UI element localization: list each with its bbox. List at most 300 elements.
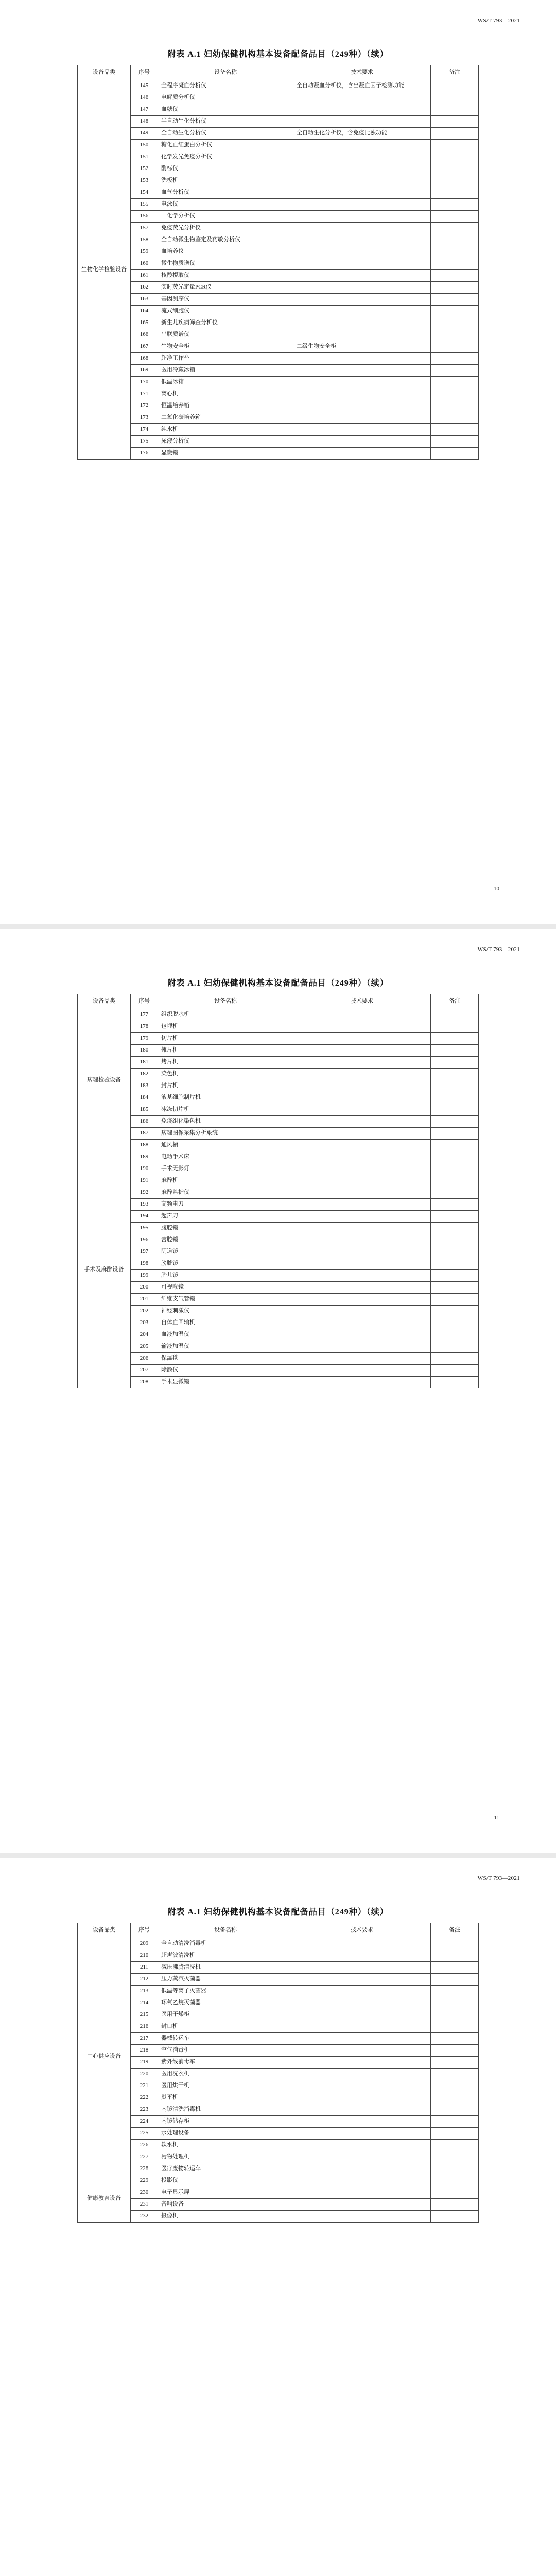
remark-cell bbox=[431, 2175, 479, 2187]
table-row bbox=[78, 1009, 479, 1021]
equipment-name-cell: 压力蒸汽灭菌器 bbox=[158, 1974, 293, 1986]
page-number: 11 bbox=[494, 1815, 499, 1821]
table-row bbox=[78, 1997, 479, 2009]
specification-cell bbox=[293, 448, 431, 460]
remark-cell bbox=[431, 1069, 479, 1080]
table-row bbox=[78, 2116, 479, 2128]
table-row bbox=[78, 1033, 479, 1045]
table-row bbox=[78, 1163, 479, 1175]
remark-cell bbox=[431, 329, 479, 341]
remark-cell bbox=[431, 1033, 479, 1045]
specification-cell bbox=[293, 2116, 431, 2128]
serial-number-cell: 206 bbox=[131, 1353, 158, 1365]
table-row bbox=[78, 270, 479, 282]
equipment-name-cell: 超净工作台 bbox=[158, 353, 293, 365]
table-row bbox=[78, 92, 479, 104]
specification-cell bbox=[293, 1365, 431, 1377]
equipment-name-cell: 生物安全柜 bbox=[158, 341, 293, 353]
serial-number-cell: 203 bbox=[131, 1317, 158, 1329]
specification-cell bbox=[293, 1938, 431, 1950]
table-row bbox=[78, 317, 479, 329]
standard-number: WS/T 793—2021 bbox=[477, 18, 520, 24]
specification-cell: 二级生物安全柜 bbox=[293, 341, 431, 353]
serial-number-cell: 145 bbox=[131, 80, 158, 92]
table-row bbox=[78, 1116, 479, 1128]
specification-cell bbox=[293, 1199, 431, 1211]
table-row bbox=[78, 116, 479, 128]
serial-number-cell: 214 bbox=[131, 1997, 158, 2009]
specification-cell bbox=[293, 2175, 431, 2187]
category-cell: 中心供应设备 bbox=[78, 1938, 131, 2175]
equipment-name-cell: 切片机 bbox=[158, 1033, 293, 1045]
remark-cell bbox=[431, 2199, 479, 2211]
serial-number-cell: 151 bbox=[131, 151, 158, 163]
specification-cell bbox=[293, 436, 431, 448]
table-row bbox=[78, 2140, 479, 2151]
specification-cell bbox=[293, 1033, 431, 1045]
specification-cell bbox=[293, 104, 431, 116]
equipment-name-cell: 投影仪 bbox=[158, 2175, 293, 2187]
serial-number-cell: 181 bbox=[131, 1057, 158, 1069]
specification-cell bbox=[293, 1962, 431, 1974]
serial-number-cell: 157 bbox=[131, 223, 158, 234]
specification-cell bbox=[293, 1128, 431, 1140]
specification-cell bbox=[293, 151, 431, 163]
equipment-name-cell: 医疗废物转运车 bbox=[158, 2163, 293, 2175]
remark-cell bbox=[431, 1175, 479, 1187]
equipment-name-cell: 全自动微生物鉴定及药敏分析仪 bbox=[158, 234, 293, 246]
remark-cell bbox=[431, 1080, 479, 1092]
table-row bbox=[78, 2151, 479, 2163]
equipment-name-cell: 低温冰箱 bbox=[158, 377, 293, 388]
equipment-name-cell: 实时荧光定量PCR仪 bbox=[158, 282, 293, 294]
table-row bbox=[78, 1377, 479, 1388]
remark-cell bbox=[431, 1092, 479, 1104]
table-row bbox=[78, 80, 479, 92]
serial-number-cell: 217 bbox=[131, 2033, 158, 2045]
serial-number-cell: 204 bbox=[131, 1329, 158, 1341]
table-row bbox=[78, 1045, 479, 1057]
specification-cell bbox=[293, 388, 431, 400]
remark-cell bbox=[431, 1997, 479, 2009]
document-page bbox=[0, 929, 556, 1853]
category-cell: 病理检验设备 bbox=[78, 1009, 131, 1151]
equipment-name-cell: 微生物质谱仪 bbox=[158, 258, 293, 270]
specification-cell bbox=[293, 1223, 431, 1234]
specification-cell bbox=[293, 2104, 431, 2116]
table-row bbox=[78, 258, 479, 270]
serial-number-cell: 177 bbox=[131, 1009, 158, 1021]
table-row bbox=[78, 1341, 479, 1353]
serial-number-cell: 165 bbox=[131, 317, 158, 329]
serial-number-cell: 210 bbox=[131, 1950, 158, 1962]
specification-cell bbox=[293, 92, 431, 104]
equipment-name-cell: 医用洗衣机 bbox=[158, 2069, 293, 2080]
serial-number-cell: 152 bbox=[131, 163, 158, 175]
serial-number-cell: 159 bbox=[131, 246, 158, 258]
equipment-name-cell: 通风橱 bbox=[158, 1140, 293, 1151]
specification-cell bbox=[293, 246, 431, 258]
table-row bbox=[78, 2069, 479, 2080]
equipment-name-cell: 减压沸腾清洗机 bbox=[158, 1962, 293, 1974]
table-row bbox=[78, 1938, 479, 1950]
table-row bbox=[78, 1187, 479, 1199]
table-row bbox=[78, 2045, 479, 2057]
equipment-name-cell: 器械转运车 bbox=[158, 2033, 293, 2045]
equipment-name-cell: 免疫组化染色机 bbox=[158, 1116, 293, 1128]
equipment-name-cell: 纤维支气管镜 bbox=[158, 1294, 293, 1306]
remark-cell bbox=[431, 1234, 479, 1246]
equipment-name-cell: 电泳仪 bbox=[158, 199, 293, 211]
table-row bbox=[78, 294, 479, 306]
remark-cell bbox=[431, 1045, 479, 1057]
serial-number-cell: 215 bbox=[131, 2009, 158, 2021]
annex-table-title: 附表 A.1 妇幼保健机构基本设备配备品目（249种）（续） bbox=[167, 979, 389, 988]
remark-cell bbox=[431, 1962, 479, 1974]
equipment-name-cell: 神经刺激仪 bbox=[158, 1306, 293, 1317]
serial-number-cell: 168 bbox=[131, 353, 158, 365]
specification-cell bbox=[293, 1270, 431, 1282]
remark-cell bbox=[431, 2211, 479, 2223]
specification-cell bbox=[293, 1341, 431, 1353]
table-row bbox=[78, 341, 479, 353]
equipment-name-cell: 手术显微镜 bbox=[158, 1377, 293, 1388]
specification-cell bbox=[293, 2069, 431, 2080]
table-row bbox=[78, 2128, 479, 2140]
table-row bbox=[78, 1092, 479, 1104]
remark-cell bbox=[431, 1365, 479, 1377]
equipment-name-cell: 内镜储存柜 bbox=[158, 2116, 293, 2128]
page-number: 10 bbox=[494, 886, 499, 892]
column-header-name: 设备名称 bbox=[158, 65, 293, 80]
specification-cell bbox=[293, 199, 431, 211]
specification-cell bbox=[293, 1069, 431, 1080]
remark-cell bbox=[431, 412, 479, 424]
remark-cell bbox=[431, 2021, 479, 2033]
specification-cell bbox=[293, 1140, 431, 1151]
remark-cell bbox=[431, 223, 479, 234]
table-row bbox=[78, 175, 479, 187]
specification-cell bbox=[293, 1353, 431, 1365]
specification-cell bbox=[293, 211, 431, 223]
table-row bbox=[78, 1258, 479, 1270]
specification-cell bbox=[293, 2045, 431, 2057]
remark-cell bbox=[431, 211, 479, 223]
table-body bbox=[78, 1938, 479, 2223]
equipment-name-cell: 离心机 bbox=[158, 388, 293, 400]
table-header bbox=[78, 994, 479, 1009]
equipment-name-cell: 空气消毒机 bbox=[158, 2045, 293, 2057]
remark-cell bbox=[431, 1104, 479, 1116]
equipment-name-cell: 保温毯 bbox=[158, 1353, 293, 1365]
table-row bbox=[78, 2199, 479, 2211]
equipment-name-cell: 可视喉镜 bbox=[158, 1282, 293, 1294]
remark-cell bbox=[431, 187, 479, 199]
remark-cell bbox=[431, 424, 479, 436]
specification-cell bbox=[293, 1211, 431, 1223]
specification-cell bbox=[293, 1187, 431, 1199]
column-header-cat: 设备品类 bbox=[78, 65, 131, 80]
equipment-name-cell: 血液加温仪 bbox=[158, 1329, 293, 1341]
remark-cell bbox=[431, 1282, 479, 1294]
serial-number-cell: 174 bbox=[131, 424, 158, 436]
specification-cell bbox=[293, 2128, 431, 2140]
table-row bbox=[78, 1069, 479, 1080]
table-row bbox=[78, 424, 479, 436]
equipment-name-cell: 显微镜 bbox=[158, 448, 293, 460]
specification-cell bbox=[293, 306, 431, 317]
specification-cell bbox=[293, 187, 431, 199]
specification-cell bbox=[293, 2163, 431, 2175]
serial-number-cell: 227 bbox=[131, 2151, 158, 2163]
remark-cell bbox=[431, 448, 479, 460]
table-row bbox=[78, 1270, 479, 1282]
specification-cell bbox=[293, 1163, 431, 1175]
equipment-name-cell: 干化学分析仪 bbox=[158, 211, 293, 223]
table-row bbox=[78, 2104, 479, 2116]
specification-cell bbox=[293, 1294, 431, 1306]
specification-cell bbox=[293, 1057, 431, 1069]
serial-number-cell: 224 bbox=[131, 2116, 158, 2128]
specification-cell bbox=[293, 317, 431, 329]
equipment-name-cell: 电动手术床 bbox=[158, 1151, 293, 1163]
table-row bbox=[78, 140, 479, 151]
specification-cell bbox=[293, 258, 431, 270]
equipment-name-cell: 除颤仪 bbox=[158, 1365, 293, 1377]
serial-number-cell: 182 bbox=[131, 1069, 158, 1080]
remark-cell bbox=[431, 2116, 479, 2128]
remark-cell bbox=[431, 1199, 479, 1211]
table-row bbox=[78, 211, 479, 223]
remark-cell bbox=[431, 2009, 479, 2021]
remark-cell bbox=[431, 1057, 479, 1069]
specification-cell bbox=[293, 1974, 431, 1986]
serial-number-cell: 225 bbox=[131, 2128, 158, 2140]
serial-number-cell: 212 bbox=[131, 1974, 158, 1986]
serial-number-cell: 185 bbox=[131, 1104, 158, 1116]
table-header-row bbox=[78, 65, 479, 80]
serial-number-cell: 197 bbox=[131, 1246, 158, 1258]
serial-number-cell: 194 bbox=[131, 1211, 158, 1223]
remark-cell bbox=[431, 151, 479, 163]
column-header-remark: 备注 bbox=[431, 994, 479, 1009]
remark-cell bbox=[431, 400, 479, 412]
equipment-name-cell: 封口机 bbox=[158, 2021, 293, 2033]
table-row bbox=[78, 1080, 479, 1092]
equipment-name-cell: 超声波清洗机 bbox=[158, 1950, 293, 1962]
equipment-name-cell: 糖化血红蛋白分析仪 bbox=[158, 140, 293, 151]
remark-cell bbox=[431, 1163, 479, 1175]
serial-number-cell: 190 bbox=[131, 1163, 158, 1175]
remark-cell bbox=[431, 1246, 479, 1258]
remark-cell bbox=[431, 163, 479, 175]
table-row bbox=[78, 353, 479, 365]
serial-number-cell: 183 bbox=[131, 1080, 158, 1092]
equipment-name-cell: 酶标仪 bbox=[158, 163, 293, 175]
remark-cell bbox=[431, 1377, 479, 1388]
table-row bbox=[78, 1353, 479, 1365]
remark-cell bbox=[431, 1211, 479, 1223]
remark-cell bbox=[431, 294, 479, 306]
table-row bbox=[78, 1986, 479, 1997]
specification-cell bbox=[293, 1377, 431, 1388]
serial-number-cell: 160 bbox=[131, 258, 158, 270]
remark-cell bbox=[431, 92, 479, 104]
serial-number-cell: 148 bbox=[131, 116, 158, 128]
serial-number-cell: 232 bbox=[131, 2211, 158, 2223]
table-row bbox=[78, 2187, 479, 2199]
serial-number-cell: 219 bbox=[131, 2057, 158, 2069]
serial-number-cell: 186 bbox=[131, 1116, 158, 1128]
equipment-name-cell: 高频电刀 bbox=[158, 1199, 293, 1211]
annex-table-title: 附表 A.1 妇幼保健机构基本设备配备品目（249种）（续） bbox=[167, 50, 389, 59]
equipment-name-cell: 胎儿镜 bbox=[158, 1270, 293, 1282]
serial-number-cell: 193 bbox=[131, 1199, 158, 1211]
equipment-name-cell: 恒温培养箱 bbox=[158, 400, 293, 412]
remark-cell bbox=[431, 1187, 479, 1199]
specification-cell bbox=[293, 1986, 431, 1997]
equipment-name-cell: 紫外线消毒车 bbox=[158, 2057, 293, 2069]
column-header-remark: 备注 bbox=[431, 65, 479, 80]
table-header-row bbox=[78, 994, 479, 1009]
serial-number-cell: 202 bbox=[131, 1306, 158, 1317]
specification-cell bbox=[293, 294, 431, 306]
table-row bbox=[78, 448, 479, 460]
specification-cell bbox=[293, 2033, 431, 2045]
remark-cell bbox=[431, 104, 479, 116]
equipment-name-cell: 输液加温仪 bbox=[158, 1341, 293, 1353]
equipment-name-cell: 医用干燥柜 bbox=[158, 2009, 293, 2021]
serial-number-cell: 187 bbox=[131, 1128, 158, 1140]
annex-table-title: 附表 A.1 妇幼保健机构基本设备配备品目（249种）（续） bbox=[167, 1908, 389, 1917]
table-row bbox=[78, 1282, 479, 1294]
specification-cell bbox=[293, 1258, 431, 1270]
specification-cell bbox=[293, 1116, 431, 1128]
table-row bbox=[78, 365, 479, 377]
remark-cell bbox=[431, 1938, 479, 1950]
specification-cell bbox=[293, 163, 431, 175]
document-page bbox=[0, 0, 556, 924]
serial-number-cell: 164 bbox=[131, 306, 158, 317]
serial-number-cell: 161 bbox=[131, 270, 158, 282]
equipment-name-cell: 环氧乙烷灭菌器 bbox=[158, 1997, 293, 2009]
table-row bbox=[78, 1329, 479, 1341]
column-header-name: 设备名称 bbox=[158, 994, 293, 1009]
serial-number-cell: 179 bbox=[131, 1033, 158, 1045]
serial-number-cell: 156 bbox=[131, 211, 158, 223]
equipment-name-cell: 污物处理机 bbox=[158, 2151, 293, 2163]
table-row bbox=[78, 1140, 479, 1151]
serial-number-cell: 170 bbox=[131, 377, 158, 388]
remark-cell bbox=[431, 1353, 479, 1365]
serial-number-cell: 195 bbox=[131, 1223, 158, 1234]
remark-cell bbox=[431, 1294, 479, 1306]
equipment-name-cell: 化学发光免疫分析仪 bbox=[158, 151, 293, 163]
serial-number-cell: 167 bbox=[131, 341, 158, 353]
serial-number-cell: 205 bbox=[131, 1341, 158, 1353]
table-row bbox=[78, 436, 479, 448]
remark-cell bbox=[431, 2080, 479, 2092]
equipment-name-cell: 医用烘干机 bbox=[158, 2080, 293, 2092]
remark-cell bbox=[431, 388, 479, 400]
remark-cell bbox=[431, 1116, 479, 1128]
remark-cell bbox=[431, 436, 479, 448]
table-row bbox=[78, 234, 479, 246]
table-row bbox=[78, 187, 479, 199]
table-row bbox=[78, 1151, 479, 1163]
column-header-no: 序号 bbox=[131, 994, 158, 1009]
specification-cell bbox=[293, 1175, 431, 1187]
remark-cell bbox=[431, 317, 479, 329]
remark-cell bbox=[431, 2128, 479, 2140]
serial-number-cell: 229 bbox=[131, 2175, 158, 2187]
table-row bbox=[78, 1128, 479, 1140]
remark-cell bbox=[431, 2151, 479, 2163]
remark-cell bbox=[431, 1258, 479, 1270]
column-header-spec: 技术要求 bbox=[293, 1923, 431, 1938]
equipment-name-cell: 摊片机 bbox=[158, 1045, 293, 1057]
table-row bbox=[78, 1199, 479, 1211]
table-row bbox=[78, 2033, 479, 2045]
table-header bbox=[78, 1923, 479, 1938]
serial-number-cell: 158 bbox=[131, 234, 158, 246]
specification-cell bbox=[293, 1329, 431, 1341]
table-row bbox=[78, 388, 479, 400]
specification-cell bbox=[293, 2080, 431, 2092]
equipment-name-cell: 超声刀 bbox=[158, 1211, 293, 1223]
remark-cell bbox=[431, 80, 479, 92]
table-row bbox=[78, 1175, 479, 1187]
specification-cell bbox=[293, 353, 431, 365]
table-row bbox=[78, 329, 479, 341]
specification-cell bbox=[293, 1317, 431, 1329]
serial-number-cell: 189 bbox=[131, 1151, 158, 1163]
remark-cell bbox=[431, 2092, 479, 2104]
specification-cell bbox=[293, 2199, 431, 2211]
table-row bbox=[78, 1211, 479, 1223]
equipment-table bbox=[77, 65, 479, 460]
equipment-name-cell: 音响设备 bbox=[158, 2199, 293, 2211]
column-header-name: 设备名称 bbox=[158, 1923, 293, 1938]
serial-number-cell: 146 bbox=[131, 92, 158, 104]
column-header-no: 序号 bbox=[131, 65, 158, 80]
specification-cell bbox=[293, 282, 431, 294]
remark-cell bbox=[431, 282, 479, 294]
table-row bbox=[78, 104, 479, 116]
serial-number-cell: 221 bbox=[131, 2080, 158, 2092]
table-row bbox=[78, 246, 479, 258]
document-page bbox=[0, 1858, 556, 2576]
serial-number-cell: 216 bbox=[131, 2021, 158, 2033]
specification-cell bbox=[293, 1282, 431, 1294]
equipment-name-cell: 免疫荧光分析仪 bbox=[158, 223, 293, 234]
standard-number: WS/T 793—2021 bbox=[477, 1875, 520, 1882]
specification-cell bbox=[293, 412, 431, 424]
serial-number-cell: 211 bbox=[131, 1962, 158, 1974]
table-row bbox=[78, 306, 479, 317]
specification-cell: 全自动生化分析仪，含免疫比浊功能 bbox=[293, 128, 431, 140]
serial-number-cell: 149 bbox=[131, 128, 158, 140]
equipment-name-cell: 宫腔镜 bbox=[158, 1234, 293, 1246]
specification-cell bbox=[293, 2021, 431, 2033]
serial-number-cell: 172 bbox=[131, 400, 158, 412]
specification-cell bbox=[293, 329, 431, 341]
specification-cell bbox=[293, 2211, 431, 2223]
remark-cell bbox=[431, 175, 479, 187]
equipment-name-cell: 麻醉监护仪 bbox=[158, 1187, 293, 1199]
specification-cell bbox=[293, 1306, 431, 1317]
serial-number-cell: 199 bbox=[131, 1270, 158, 1282]
